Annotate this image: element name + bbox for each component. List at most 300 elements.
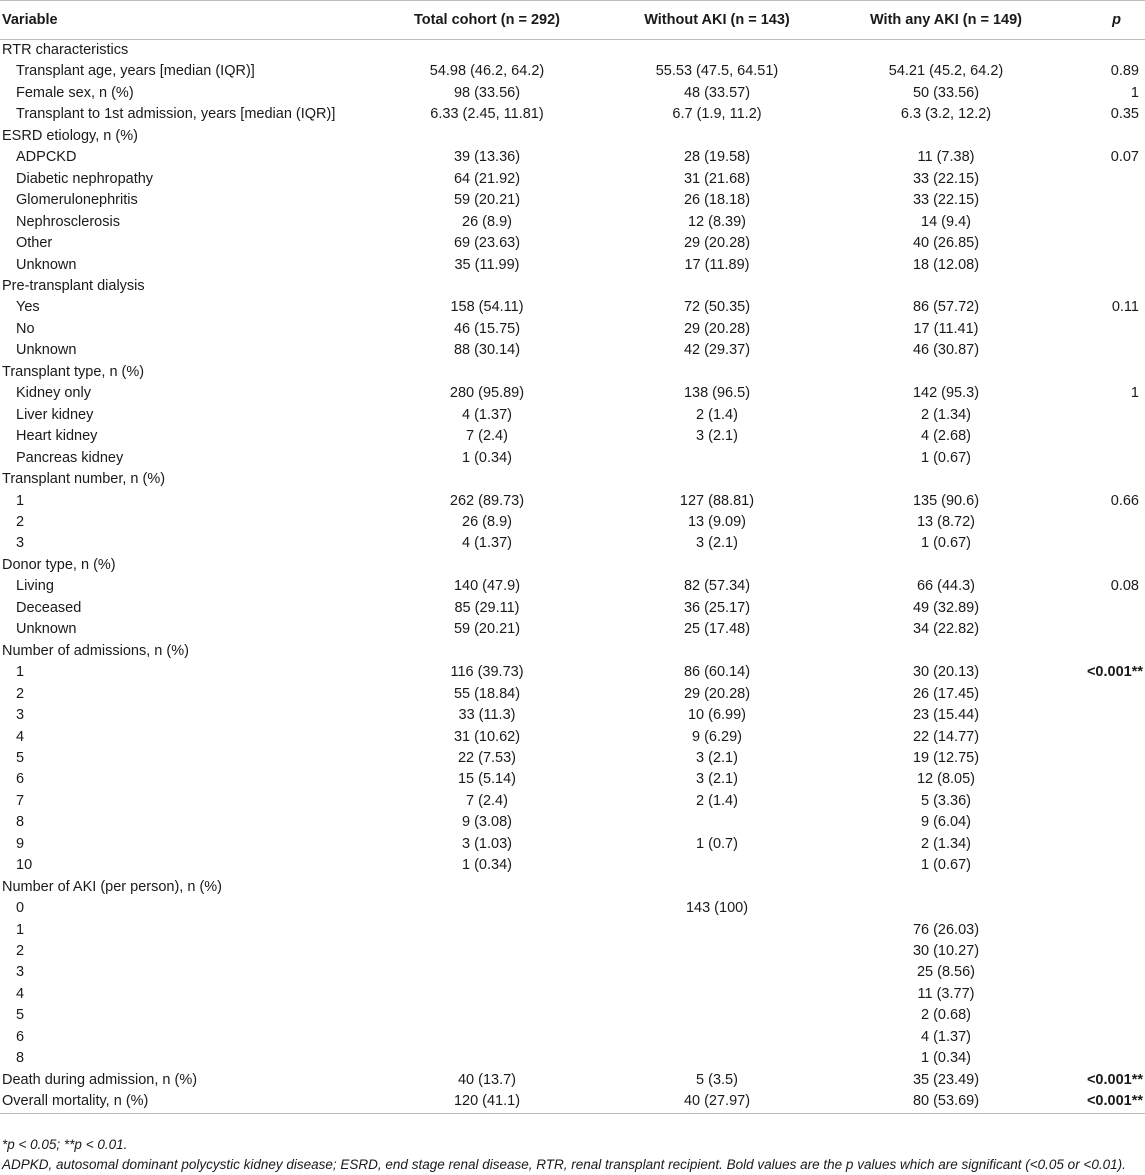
cell-p-value xyxy=(1060,834,1145,855)
row-label: Liver kidney xyxy=(16,406,94,423)
cell-p-value: 1 xyxy=(1130,385,1139,402)
table-row xyxy=(0,233,1145,254)
cell-p-value xyxy=(1060,898,1145,919)
cell-p-value xyxy=(1060,769,1145,790)
row-label: Deceased xyxy=(16,599,82,616)
row-label: Overall mortality, n (%) xyxy=(0,1091,372,1113)
row-label: No xyxy=(16,320,35,337)
cell-with-aki: 12 (8.05) xyxy=(916,771,976,788)
cell-total-cohort: 4 (1.37) xyxy=(462,406,512,423)
cell-without-aki: 3 (2.1) xyxy=(696,749,738,766)
cell-p-value: <0.001** xyxy=(1086,1071,1143,1088)
cell-total-cohort: 120 (41.1) xyxy=(372,1091,602,1113)
row-label: 4 xyxy=(16,985,25,1002)
cell-p-value xyxy=(1060,448,1145,469)
row-label: Yes xyxy=(16,299,40,316)
row-label: Other xyxy=(16,235,53,252)
table-row xyxy=(0,791,1145,812)
table-row xyxy=(0,727,1145,748)
cell-total-cohort: 59 (20.21) xyxy=(453,621,521,638)
header-total-cohort-text: Total cohort (n = 292) xyxy=(414,12,560,28)
cell-with-aki: 50 (33.56) xyxy=(912,84,980,101)
table-row xyxy=(0,619,1145,640)
table-row xyxy=(0,748,1145,769)
table-row xyxy=(0,448,1145,469)
cell-with-aki: 2 (1.34) xyxy=(921,406,971,423)
table-row xyxy=(0,641,1145,662)
cell-p-value xyxy=(1060,727,1145,748)
cell-total-cohort: 6.33 (2.45, 11.81) xyxy=(430,106,544,123)
cell-p-value: 1 xyxy=(1130,84,1139,101)
cell-p-value xyxy=(1060,469,1145,490)
table-row xyxy=(0,555,1145,576)
cell-total-cohort xyxy=(372,641,602,662)
cell-without-aki xyxy=(602,126,832,147)
cell-with-aki: 18 (12.08) xyxy=(912,256,980,273)
row-label: Unknown xyxy=(16,256,77,273)
table-row xyxy=(0,340,1145,361)
cell-total-cohort: 280 (95.89) xyxy=(449,385,525,402)
row-label: 2 xyxy=(16,943,25,960)
cell-without-aki: 127 (88.81) xyxy=(679,492,755,509)
cell-p-value xyxy=(1060,533,1145,554)
cell-with-aki: 135 (90.6) xyxy=(912,492,980,509)
table-row xyxy=(0,941,1145,962)
row-label: Glomerulonephritis xyxy=(16,192,138,209)
cell-without-aki: 42 (29.37) xyxy=(683,342,751,359)
cell-without-aki xyxy=(602,984,832,1005)
cell-without-aki: 10 (6.99) xyxy=(687,707,747,724)
cell-total-cohort: 4 (1.37) xyxy=(462,535,512,552)
cell-total-cohort: 69 (23.63) xyxy=(453,235,521,252)
table-row xyxy=(0,1027,1145,1048)
cell-with-aki: 40 (26.85) xyxy=(912,235,980,252)
cell-without-aki: 86 (60.14) xyxy=(683,664,751,681)
cell-p-value xyxy=(1060,340,1145,361)
cell-p-value: 0.11 xyxy=(1111,299,1139,316)
cell-p-value xyxy=(1060,748,1145,769)
cell-with-aki xyxy=(832,877,1060,898)
cell-total-cohort xyxy=(372,40,602,62)
table-row xyxy=(0,362,1145,383)
cell-with-aki: 46 (30.87) xyxy=(912,342,980,359)
cell-without-aki xyxy=(602,941,832,962)
cell-without-aki: 3 (2.1) xyxy=(696,428,738,445)
cell-p-value xyxy=(1060,705,1145,726)
row-label: 3 xyxy=(16,964,25,981)
cell-without-aki xyxy=(602,855,832,876)
cell-total-cohort: 7 (2.4) xyxy=(466,428,508,445)
cell-p-value xyxy=(1060,319,1145,340)
row-label: 4 xyxy=(16,728,25,745)
cell-with-aki: 1 (0.67) xyxy=(921,857,971,874)
header-without-aki-text: Without AKI (n = 143) xyxy=(644,12,790,28)
cell-total-cohort: 15 (5.14) xyxy=(457,771,517,788)
cell-without-aki: 29 (20.28) xyxy=(683,320,751,337)
cell-total-cohort xyxy=(372,877,602,898)
cell-with-aki: 33 (22.15) xyxy=(912,170,980,187)
row-label: 6 xyxy=(16,1028,25,1045)
cell-total-cohort xyxy=(372,555,602,576)
row-label: Transplant to 1st admission, years [median (IQR)] xyxy=(16,106,336,123)
cell-without-aki xyxy=(602,1027,832,1048)
row-label: 8 xyxy=(16,814,25,831)
cell-total-cohort: 64 (21.92) xyxy=(453,170,521,187)
cell-p-value xyxy=(1060,920,1145,941)
row-label: 8 xyxy=(16,1050,25,1067)
cell-without-aki: 138 (96.5) xyxy=(683,385,751,402)
cell-total-cohort: 55 (18.84) xyxy=(453,685,521,702)
cell-with-aki: 54.21 (45.2, 64.2) xyxy=(888,63,1004,80)
table-row xyxy=(0,426,1145,447)
table-row xyxy=(0,147,1145,168)
cell-total-cohort: 262 (89.73) xyxy=(449,492,525,509)
cell-total-cohort: 85 (29.11) xyxy=(454,599,520,616)
row-label: 9 xyxy=(16,835,25,852)
cell-p-value xyxy=(1060,40,1145,62)
cell-total-cohort xyxy=(372,276,602,297)
table-row xyxy=(0,190,1145,211)
cell-with-aki: 19 (12.75) xyxy=(912,749,980,766)
table-row xyxy=(0,126,1145,147)
cell-with-aki: 4 (1.37) xyxy=(921,1028,971,1045)
cell-without-aki: 5 (3.5) xyxy=(696,1071,738,1088)
row-label: Heart kidney xyxy=(16,428,98,445)
table-row xyxy=(0,40,1145,62)
row-label: 3 xyxy=(16,707,25,724)
row-label: Pancreas kidney xyxy=(16,449,124,466)
footnote-abbreviations: ADPKD, autosomal dominant polycystic kidney disease; ESRD, end stage renal disease, RTR, renal transplant recipient. Bold values are the p values which are significant (<0.05 or <0.01). xyxy=(2,1157,1126,1172)
cell-p-value: <0.001** xyxy=(1086,664,1143,681)
header-p-value: p xyxy=(1060,1,1145,40)
table-row xyxy=(0,662,1145,683)
row-label: Number of AKI (per person), n (%) xyxy=(2,878,222,895)
cell-without-aki xyxy=(602,1005,832,1026)
cell-with-aki: 26 (17.45) xyxy=(912,685,980,702)
row-label: Death during admission, n (%) xyxy=(2,1071,198,1088)
table-row xyxy=(0,276,1145,297)
cell-total-cohort: 59 (20.21) xyxy=(453,192,521,209)
cell-total-cohort xyxy=(372,469,602,490)
cell-without-aki: 48 (33.57) xyxy=(683,84,751,101)
row-label: RTR characteristics xyxy=(2,42,129,58)
cell-with-aki: 1 (0.67) xyxy=(921,449,971,466)
row-label: Number of admissions, n (%) xyxy=(2,642,189,659)
cell-with-aki: 1 (0.67) xyxy=(921,535,971,552)
cell-without-aki: 1 (0.7) xyxy=(696,835,738,852)
cell-without-aki: 12 (8.39) xyxy=(687,213,747,230)
row-label: Living xyxy=(16,578,54,595)
cell-p-value: 0.89 xyxy=(1110,63,1139,80)
row-label: Unknown xyxy=(16,621,77,638)
cell-without-aki: 29 (20.28) xyxy=(683,235,751,252)
cell-p-value xyxy=(1060,405,1145,426)
row-label: 7 xyxy=(16,792,25,809)
cell-without-aki: 26 (18.18) xyxy=(683,192,751,209)
cell-p-value xyxy=(1060,512,1145,533)
cell-p-value xyxy=(1060,169,1145,190)
cell-without-aki: 2 (1.4) xyxy=(696,792,738,809)
cell-total-cohort xyxy=(372,962,602,983)
row-label: Transplant type, n (%) xyxy=(2,363,145,380)
cell-p-value: 0.08 xyxy=(1110,578,1139,595)
cell-with-aki: 34 (22.82) xyxy=(912,621,980,638)
cell-p-value: 0.66 xyxy=(1110,492,1139,509)
cell-without-aki xyxy=(602,962,832,983)
row-label: Pre-transplant dialysis xyxy=(2,277,145,294)
row-label: Donor type, n (%) xyxy=(2,556,116,573)
table-row xyxy=(0,576,1145,597)
cell-p-value: <0.001** xyxy=(1060,1091,1145,1113)
cell-p-value: 0.07 xyxy=(1110,149,1139,166)
row-label: 10 xyxy=(16,857,33,874)
row-label: 5 xyxy=(16,749,25,766)
cell-without-aki: 25 (17.48) xyxy=(683,621,751,638)
table-row xyxy=(0,319,1145,340)
cell-with-aki: 86 (57.72) xyxy=(912,299,980,316)
cell-with-aki: 142 (95.3) xyxy=(912,385,980,402)
cell-total-cohort: 39 (13.36) xyxy=(453,149,521,166)
cell-p-value xyxy=(1060,190,1145,211)
footnote-significance: *p < 0.05; **p < 0.01. xyxy=(2,1137,128,1152)
cell-with-aki: 66 (44.3) xyxy=(916,578,976,595)
cell-p-value xyxy=(1060,233,1145,254)
cell-without-aki: 3 (2.1) xyxy=(696,771,738,788)
cell-without-aki: 55.53 (47.5, 64.51) xyxy=(655,63,779,80)
table-row xyxy=(0,1005,1145,1026)
table-row xyxy=(0,1091,1145,1113)
cell-p-value xyxy=(1060,555,1145,576)
cell-with-aki: 6.3 (3.2, 12.2) xyxy=(900,106,992,123)
header-with-aki-text: With any AKI (n = 149) xyxy=(869,12,1022,28)
row-label: 2 xyxy=(16,685,25,702)
header-row xyxy=(0,1,1145,40)
cell-p-value xyxy=(1060,1048,1145,1069)
table-row xyxy=(0,405,1145,426)
table-row xyxy=(0,61,1145,82)
cell-total-cohort xyxy=(372,1048,602,1069)
header-with-aki xyxy=(832,1,1060,40)
cell-with-aki: 2 (1.34) xyxy=(921,835,971,852)
cell-total-cohort: 26 (8.9) xyxy=(462,513,512,530)
cell-total-cohort: 31 (10.62) xyxy=(453,728,521,745)
row-label: Transplant age, years [median (IQR)] xyxy=(16,63,255,80)
cell-without-aki: 6.7 (1.9, 11.2) xyxy=(672,106,762,123)
row-label: 1 xyxy=(16,921,25,938)
cell-p-value xyxy=(1060,1005,1145,1026)
row-label: 1 xyxy=(16,664,25,681)
table-row xyxy=(0,255,1145,276)
table-row xyxy=(0,984,1145,1005)
cell-total-cohort xyxy=(372,898,602,919)
cell-with-aki: 14 (9.4) xyxy=(921,213,971,230)
cell-total-cohort: 9 (3.08) xyxy=(462,814,512,831)
cell-with-aki: 5 (3.36) xyxy=(921,792,971,809)
cell-p-value xyxy=(1060,126,1145,147)
cell-p-value xyxy=(1060,426,1145,447)
cell-with-aki xyxy=(832,555,1060,576)
cell-without-aki xyxy=(602,276,832,297)
cell-total-cohort: 88 (30.14) xyxy=(453,342,521,359)
cell-with-aki: 13 (8.72) xyxy=(916,513,976,530)
cell-p-value xyxy=(1060,641,1145,662)
cell-with-aki: 1 (0.34) xyxy=(921,1050,971,1067)
cell-total-cohort xyxy=(372,920,602,941)
table-row xyxy=(0,491,1145,512)
table-row xyxy=(0,1070,1145,1091)
cell-total-cohort: 33 (11.3) xyxy=(458,707,516,724)
cell-p-value xyxy=(1060,212,1145,233)
cell-with-aki: 33 (22.15) xyxy=(912,192,980,209)
cell-p-value xyxy=(1060,941,1145,962)
cell-with-aki: 2 (0.68) xyxy=(921,1007,971,1024)
cell-without-aki: 31 (21.68) xyxy=(683,170,751,187)
cell-without-aki: 82 (57.34) xyxy=(683,578,751,595)
table-row xyxy=(0,1048,1145,1069)
cell-p-value xyxy=(1060,255,1145,276)
cell-with-aki: 11 (3.77) xyxy=(917,985,975,1002)
table-row xyxy=(0,684,1145,705)
table-row xyxy=(0,533,1145,554)
table-row xyxy=(0,877,1145,898)
row-label: 3 xyxy=(16,535,25,552)
table-row xyxy=(0,855,1145,876)
row-label: ESRD etiology, n (%) xyxy=(2,127,138,144)
cell-without-aki xyxy=(602,920,832,941)
cell-without-aki: 3 (2.1) xyxy=(696,535,738,552)
cell-total-cohort: 26 (8.9) xyxy=(462,213,512,230)
row-label: 5 xyxy=(16,1007,25,1024)
cell-total-cohort: 116 (39.73) xyxy=(450,664,524,681)
row-label: Transplant number, n (%) xyxy=(2,471,166,488)
cell-with-aki: 4 (2.68) xyxy=(921,428,971,445)
table-row xyxy=(0,212,1145,233)
table-body xyxy=(0,40,1145,1114)
cell-p-value xyxy=(1060,276,1145,297)
cell-with-aki: 11 (7.38) xyxy=(917,149,975,166)
row-label: Nephrosclerosis xyxy=(16,213,120,230)
table-row xyxy=(0,169,1145,190)
cell-without-aki xyxy=(602,812,832,833)
cell-with-aki xyxy=(832,362,1060,383)
table-footnotes xyxy=(2,1135,1143,1175)
cell-with-aki: 23 (15.44) xyxy=(912,707,980,724)
cell-total-cohort xyxy=(372,941,602,962)
table-row xyxy=(0,598,1145,619)
row-label: Diabetic nephropathy xyxy=(16,170,154,187)
cell-without-aki xyxy=(602,448,832,469)
row-label: Kidney only xyxy=(16,385,91,402)
cell-without-aki: 36 (25.17) xyxy=(683,599,751,616)
table-row xyxy=(0,512,1145,533)
cell-without-aki xyxy=(602,1048,832,1069)
cell-p-value xyxy=(1060,855,1145,876)
header-variable: Variable xyxy=(0,1,372,40)
row-label: 1 xyxy=(16,492,25,509)
cell-total-cohort xyxy=(372,1005,602,1026)
cell-total-cohort xyxy=(372,126,602,147)
cell-total-cohort: 158 (54.11) xyxy=(450,299,524,316)
cell-without-aki xyxy=(602,40,832,62)
cell-without-aki: 28 (19.58) xyxy=(683,149,751,166)
table-row xyxy=(0,83,1145,104)
cell-total-cohort: 40 (13.7) xyxy=(457,1071,517,1088)
cell-with-aki: 76 (26.03) xyxy=(912,921,980,938)
cell-with-aki: 30 (20.13) xyxy=(912,664,980,681)
cell-without-aki: 72 (50.35) xyxy=(683,299,751,316)
cell-without-aki: 2 (1.4) xyxy=(696,406,738,423)
cell-p-value xyxy=(1060,362,1145,383)
cell-with-aki: 30 (10.27) xyxy=(912,943,980,960)
cell-with-aki: 35 (23.49) xyxy=(912,1071,980,1088)
table-row xyxy=(0,769,1145,790)
cell-p-value xyxy=(1060,619,1145,640)
cell-p-value xyxy=(1060,984,1145,1005)
cell-without-aki xyxy=(602,877,832,898)
cell-total-cohort: 140 (47.9) xyxy=(453,578,521,595)
row-label: Female sex, n (%) xyxy=(16,84,134,101)
cell-total-cohort: 1 (0.34) xyxy=(462,857,512,874)
cell-with-aki xyxy=(832,276,1060,297)
table-row xyxy=(0,104,1145,125)
cell-with-aki: 22 (14.77) xyxy=(912,728,980,745)
cell-total-cohort: 98 (33.56) xyxy=(453,84,521,101)
cell-with-aki: 49 (32.89) xyxy=(912,599,980,616)
cell-without-aki xyxy=(602,362,832,383)
row-label: ADPCKD xyxy=(16,149,77,166)
cell-without-aki: 9 (6.29) xyxy=(692,728,742,745)
cell-with-aki xyxy=(832,641,1060,662)
cell-total-cohort: 3 (1.03) xyxy=(462,835,512,852)
cell-without-aki: 143 (100) xyxy=(685,900,749,917)
row-label: Unknown xyxy=(16,342,77,359)
cell-p-value xyxy=(1060,684,1145,705)
table-row xyxy=(0,297,1145,318)
cell-with-aki xyxy=(832,126,1060,147)
cell-total-cohort: 54.98 (46.2, 64.2) xyxy=(429,63,545,80)
table-row xyxy=(0,920,1145,941)
row-label: 6 xyxy=(16,771,25,788)
cell-p-value xyxy=(1060,962,1145,983)
cell-p-value xyxy=(1060,812,1145,833)
header-without-aki xyxy=(602,1,832,40)
cell-p-value xyxy=(1060,1027,1145,1048)
table-row xyxy=(0,898,1145,919)
cell-without-aki: 13 (9.09) xyxy=(687,513,747,530)
cell-total-cohort: 1 (0.34) xyxy=(462,449,512,466)
cell-without-aki xyxy=(602,641,832,662)
cell-with-aki xyxy=(832,40,1060,62)
cell-with-aki: 25 (8.56) xyxy=(916,964,976,981)
cell-without-aki xyxy=(602,469,832,490)
cell-with-aki: 80 (53.69) xyxy=(832,1091,1060,1113)
cell-total-cohort xyxy=(372,984,602,1005)
cell-total-cohort xyxy=(372,362,602,383)
cell-without-aki xyxy=(602,555,832,576)
table-row xyxy=(0,705,1145,726)
cell-without-aki: 29 (20.28) xyxy=(683,685,751,702)
cell-without-aki: 40 (27.97) xyxy=(602,1091,832,1113)
cell-total-cohort: 7 (2.4) xyxy=(466,792,508,809)
table-row xyxy=(0,962,1145,983)
cell-total-cohort: 46 (15.75) xyxy=(453,320,521,337)
cell-p-value xyxy=(1060,791,1145,812)
cell-with-aki: 9 (6.04) xyxy=(921,814,971,831)
cell-p-value xyxy=(1060,598,1145,619)
table-row xyxy=(0,812,1145,833)
cell-p-value xyxy=(1060,877,1145,898)
cell-total-cohort: 35 (11.99) xyxy=(454,256,520,273)
